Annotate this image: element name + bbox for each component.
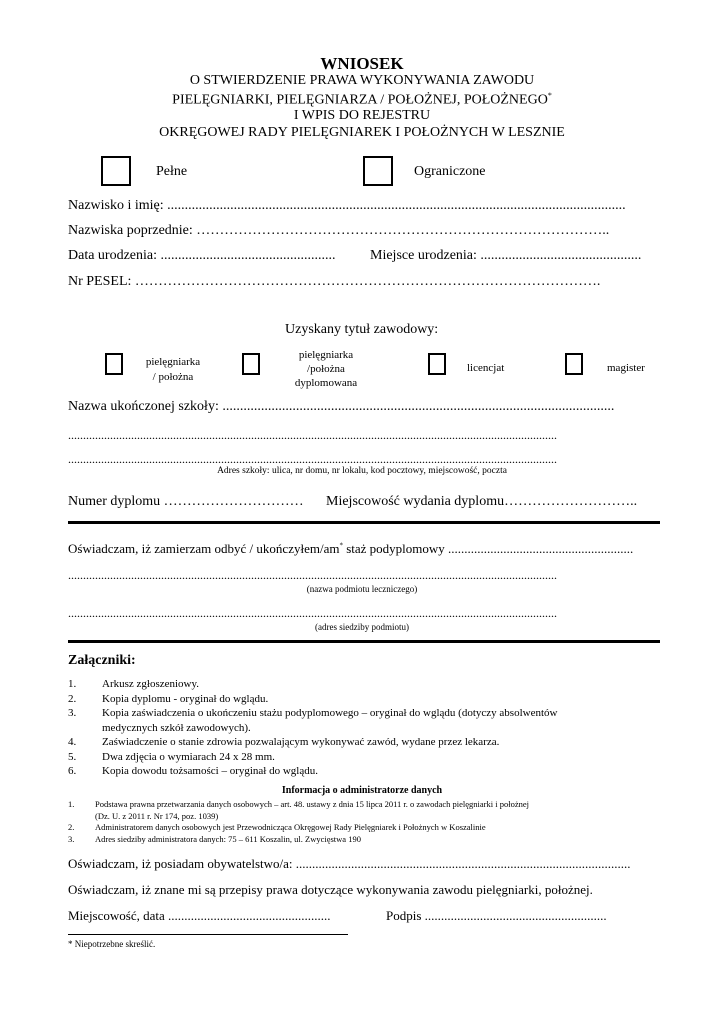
attachment-item-number: 6. xyxy=(68,765,77,777)
bachelor-checkbox[interactable] xyxy=(428,353,446,375)
attachment-item-number: 1. xyxy=(68,678,77,690)
internship-statement-text: Oświadczam, iż zamierzam odbyć / ukończyłem/am xyxy=(68,541,340,556)
subtitle-line-2-text: PIELĘGNIARKI, PIELĘGNIARZA / POŁOŻNEJ, POŁOŻNEGO xyxy=(172,92,548,108)
attachment-item-text: Dwa zdjęcia o wymiarach 24 x 28 mm. xyxy=(102,750,275,763)
attachment-item xyxy=(68,764,557,779)
registered-nurse-label-line-3: dyplomowana xyxy=(294,377,358,389)
birth-date-field[interactable]: Data urodzenia: .................................................. xyxy=(68,248,336,263)
facility-address-caption: (adres siedziby podmiotu) xyxy=(315,622,409,632)
internship-statement[interactable] xyxy=(68,541,633,557)
previous-surname-field[interactable]: Nazwiska poprzednie: …………………………………………………………………………….. xyxy=(68,223,610,238)
footnote-mark: * xyxy=(547,91,552,100)
facility-name-dots[interactable]: ................................................................................................................................................................... xyxy=(68,568,557,582)
attachment-item xyxy=(68,721,557,736)
divider-1 xyxy=(68,521,660,524)
subtitle-line-1: O STWIERDZENIE PRAWA WYKONYWANIA ZAWODU xyxy=(189,73,535,88)
surname-field[interactable]: Nazwisko i imię: ................................................................................................................................... xyxy=(68,198,626,213)
place-date-field[interactable]: Miejscowość, data .................................................. xyxy=(68,908,331,923)
attachment-item-text: Kopia zaświadczenia o ukończeniu stażu podyplomowego – oryginał do wglądu (dotyczy absolwentów xyxy=(102,707,558,719)
facility-address-dots[interactable]: ................................................................................................................................................................... xyxy=(68,606,557,620)
signature-field[interactable]: Podpis ........................................................ xyxy=(386,908,607,923)
admin-info-item-number: 2. xyxy=(68,822,75,832)
nurse-midwife-label-line-1: pielęgniarka xyxy=(145,356,201,368)
admin-info-item xyxy=(68,834,529,846)
rules-statement: Oświadczam, iż znane mi są przepisy prawa dotyczące wykonywania zawodu pielęgniarki, położnej. xyxy=(68,882,593,897)
attachment-item-number: 2. xyxy=(68,692,77,705)
admin-info-item-text: (Dz. U. z 2011 r. Nr 174, poz. 1039) xyxy=(95,810,219,821)
attachment-item-number: 3. xyxy=(68,707,77,719)
admin-info-list xyxy=(68,799,529,845)
registered-nurse-checkbox[interactable] xyxy=(242,353,260,375)
registered-nurse-label-line-1: pielęgniarka xyxy=(298,349,354,361)
admin-info-item-text: Podstawa prawna przetwarzania danych osobowych – art. 48. ustawy z dnia 15 lipca 2011 r. o zawodach pielęgniarki i położnej xyxy=(95,799,529,809)
footnote-separator xyxy=(68,934,348,935)
title-heading: Uzyskany tytuł zawodowy: xyxy=(285,322,439,337)
internship-statement-end: staż podyplomowy ......................................................... xyxy=(342,541,634,556)
internship-footnote-mark: * xyxy=(339,541,343,550)
limited-checkbox[interactable] xyxy=(363,156,393,186)
admin-info-heading: Informacja o administratorze danych xyxy=(281,785,443,796)
attachment-item xyxy=(68,692,557,707)
citizenship-field[interactable]: Oświadczam, iż posiadam obywatelstwo/a: ....................................................................................................... xyxy=(68,856,631,871)
admin-info-item-number: 1. xyxy=(68,799,75,809)
school-dots-2[interactable]: ................................................................................................................................................................... xyxy=(68,452,557,466)
attachments-heading: Załączniki: xyxy=(68,653,136,668)
attachment-item xyxy=(68,706,557,721)
school-name-field[interactable]: Nazwa ukończonej szkoły: ................................................................................................................ xyxy=(68,399,615,414)
admin-info-item xyxy=(68,822,529,834)
attachment-item-text: medycznych szkół zawodowych). xyxy=(102,721,251,734)
admin-info-item xyxy=(68,799,529,811)
nurse-midwife-checkbox[interactable] xyxy=(105,353,123,375)
attachment-item-text: Kopia dyplomu - oryginał do wglądu. xyxy=(102,692,269,705)
admin-info-item xyxy=(68,811,529,823)
school-dots-1[interactable]: ................................................................................................................................................................... xyxy=(68,428,557,442)
attachment-item xyxy=(68,750,557,765)
attachment-item-text: Arkusz zgłoszeniowy. xyxy=(102,678,200,690)
pesel-field[interactable]: Nr PESEL: ………………………………………………………………………………………. xyxy=(68,274,601,289)
registered-nurse-label-line-2: /położna xyxy=(307,363,345,375)
birth-place-field[interactable]: Miejsce urodzenia: .............................................. xyxy=(370,248,642,263)
subtitle-line-3: I WPIS DO REJESTRU xyxy=(293,108,431,123)
attachments-list xyxy=(68,677,557,779)
master-label: magister xyxy=(607,362,645,374)
nurse-midwife-label xyxy=(128,355,218,385)
school-address-caption: Adres szkoły: ulica, nr domu, nr lokalu, kod pocztowy, miejscowość, poczta xyxy=(217,466,507,476)
facility-name-caption: (nazwa podmiotu leczniczego) xyxy=(306,584,418,594)
admin-info-item-number: 3. xyxy=(68,833,75,844)
nurse-midwife-label-line-2: / położna xyxy=(152,371,194,383)
subtitle-line-2 xyxy=(0,91,724,109)
footnote: * Niepotrzebne skreślić. xyxy=(68,939,156,949)
attachment-item xyxy=(68,677,557,692)
limited-label: Ograniczone xyxy=(414,164,486,179)
attachment-item-text: Zaświadczenie o stanie zdrowia pozwalającym wykonywać zawód, wydane przez lekarza. xyxy=(102,736,500,748)
subtitle-line-4: OKRĘGOWEJ RADY PIELĘGNIAREK I POŁOŻNYCH W LESZNIE xyxy=(159,125,565,140)
divider-2 xyxy=(68,640,660,643)
master-checkbox[interactable] xyxy=(565,353,583,375)
diploma-number-field[interactable]: Numer dyplomu ………………………… xyxy=(68,494,304,509)
admin-info-item-text: Adres siedziby administratora danych: 75 – 611 Koszalin, ul. Zwycięstwa 190 xyxy=(95,833,361,844)
attachment-item xyxy=(68,735,557,750)
attachment-item-number: 4. xyxy=(68,736,77,748)
full-label: Pełne xyxy=(156,164,188,179)
attachment-item-text: Kopia dowodu tożsamości – oryginał do wglądu. xyxy=(102,765,318,777)
registered-nurse-label xyxy=(276,348,376,390)
diploma-place-field[interactable]: Miejscowość wydania dyplomu……………………….. xyxy=(326,494,638,509)
full-checkbox[interactable] xyxy=(101,156,131,186)
attachment-item-number: 5. xyxy=(68,750,77,763)
form-title: WNIOSEK xyxy=(320,54,404,73)
admin-info-item-text: Administratorem danych osobowych jest Przewodnicząca Okręgowej Rady Pielęgniarek i Położnych w Koszalinie xyxy=(95,822,486,832)
bachelor-label: licencjat xyxy=(467,362,505,374)
